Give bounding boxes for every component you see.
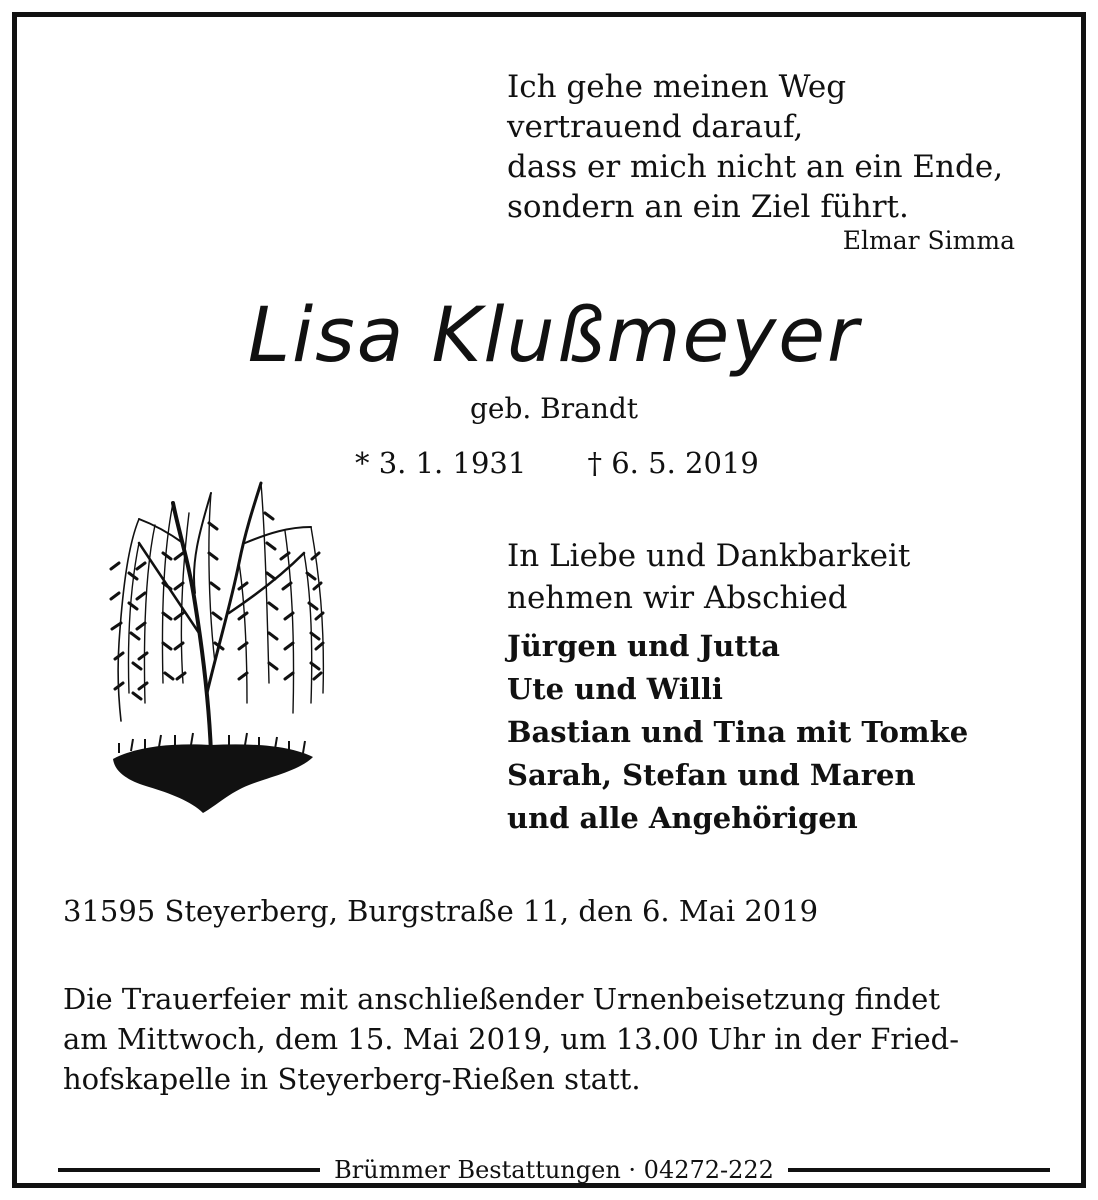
- farewell-line: In Liebe und Dankbarkeit: [507, 538, 911, 574]
- mourner-item: Ute und Willi: [507, 672, 723, 706]
- weeping-willow-icon: [99, 453, 331, 825]
- poem-author: Elmar Simma: [842, 226, 1015, 255]
- mourner-item: Bastian und Tina mit Tomke: [507, 715, 969, 749]
- mourner-item: Sarah, Stefan und Maren: [507, 758, 916, 792]
- mourner-item: und alle Angehörigen: [507, 801, 858, 835]
- undertaker-info: Brümmer Bestattungen · 04272-222: [334, 1156, 774, 1184]
- deceased-name: Lisa Klußmeyer: [247, 290, 861, 379]
- funeral-service-notice: [63, 979, 959, 1099]
- address-line: 31595 Steyerberg, Burgstraße 11, den 6. Mai 2019: [63, 894, 819, 928]
- farewell-text: [507, 535, 910, 619]
- birth-date: * 3. 1. 1931: [355, 446, 527, 480]
- mourner-item: Jürgen und Jutta: [507, 629, 780, 663]
- poem: [507, 67, 1003, 227]
- mourners-list: [507, 625, 968, 840]
- farewell-line: nehmen wir Abschied: [507, 580, 848, 616]
- poem-line: vertrauend darauf,: [507, 109, 804, 145]
- footer-rule-right: [788, 1168, 1050, 1172]
- maiden-name: geb. Brandt: [469, 392, 639, 425]
- poem-line: Ich gehe meinen Weg: [507, 69, 847, 105]
- undertaker-footer: [17, 1155, 1091, 1185]
- poem-line: sondern an ein Ziel führt.: [507, 189, 909, 225]
- poem-line: dass er mich nicht an ein Ende,: [507, 149, 1004, 185]
- service-line: hofskapelle in Steyerberg-Rießen statt.: [63, 1062, 641, 1096]
- obituary-frame: [12, 12, 1086, 1188]
- footer-rule-left: [58, 1168, 320, 1172]
- service-line: Die Trauerfeier mit anschließender Urnenbeisetzung findet: [63, 982, 940, 1016]
- death-date: † 6. 5. 2019: [587, 446, 759, 480]
- service-line: am Mittwoch, dem 15. Mai 2019, um 13.00 Uhr in der Fried-: [63, 1022, 960, 1056]
- life-dates: [355, 443, 759, 483]
